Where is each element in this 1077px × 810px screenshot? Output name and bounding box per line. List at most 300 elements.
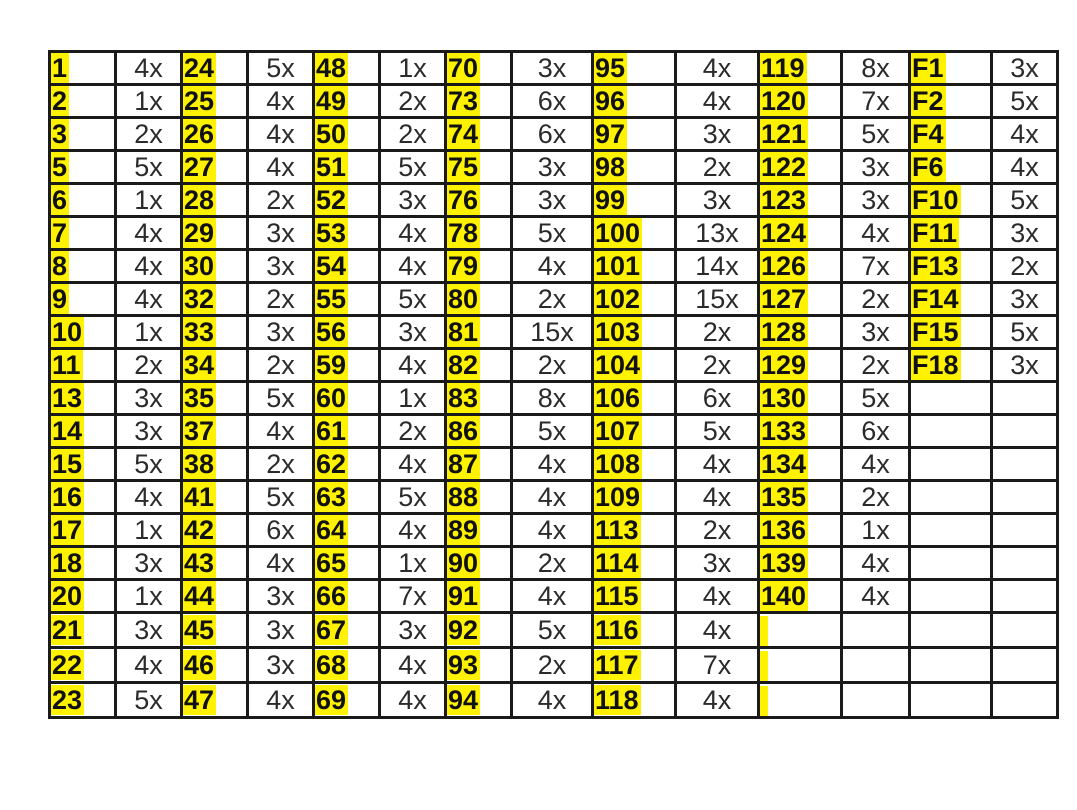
item-number-cell bbox=[446, 547, 512, 580]
item-number: 117 bbox=[595, 649, 639, 680]
table-row bbox=[50, 217, 1058, 250]
item-count: 5x bbox=[861, 119, 890, 149]
item-number-cell bbox=[593, 514, 676, 547]
item-count-cell bbox=[842, 580, 910, 613]
item-count: 3x bbox=[398, 185, 427, 215]
item-count-cell bbox=[380, 580, 446, 613]
item-count-cell bbox=[842, 283, 910, 316]
item-count-cell bbox=[676, 448, 759, 481]
item-count: 2x bbox=[537, 284, 567, 314]
item-count: 1x bbox=[398, 383, 427, 413]
item-number: 53 bbox=[316, 218, 347, 248]
item-count-cell bbox=[512, 184, 593, 217]
item-count-cell bbox=[116, 547, 182, 580]
item-number: 30 bbox=[184, 251, 215, 281]
item-count-cell bbox=[676, 682, 759, 717]
item-count-cell bbox=[380, 547, 446, 580]
item-count-cell bbox=[380, 151, 446, 184]
item-count: 2x bbox=[537, 548, 567, 578]
item-count-cell bbox=[380, 514, 446, 547]
item-count-cell bbox=[842, 481, 910, 514]
table-row bbox=[50, 382, 1058, 415]
item-number-cell bbox=[50, 118, 116, 151]
item-count-cell bbox=[248, 52, 314, 85]
item-count: 3x bbox=[1010, 53, 1039, 83]
item-count: 6x bbox=[861, 416, 890, 446]
item-number-cell bbox=[759, 547, 842, 580]
item-number: 38 bbox=[184, 449, 215, 479]
item-count-cell bbox=[380, 316, 446, 349]
item-count: 3x bbox=[266, 614, 295, 645]
item-number-cell bbox=[314, 184, 380, 217]
item-number: 107 bbox=[595, 416, 641, 446]
item-number: 42 bbox=[184, 515, 215, 545]
item-count: 7x bbox=[861, 251, 890, 281]
item-count-cell bbox=[992, 349, 1058, 382]
item-number: 10 bbox=[52, 317, 83, 347]
item-number-cell bbox=[759, 448, 842, 481]
item-number: 100 bbox=[595, 218, 641, 248]
item-number-cell bbox=[910, 481, 992, 514]
item-count: 6x bbox=[266, 515, 295, 545]
item-count-cell bbox=[676, 52, 759, 85]
item-number-cell bbox=[910, 184, 992, 217]
item-count-cell bbox=[842, 415, 910, 448]
item-count: 3x bbox=[266, 251, 295, 281]
item-number: 73 bbox=[448, 86, 479, 116]
item-number-cell bbox=[182, 184, 248, 217]
item-count-cell bbox=[992, 547, 1058, 580]
item-count: 4x bbox=[266, 416, 295, 446]
item-count-cell bbox=[676, 250, 759, 283]
item-count: 4x bbox=[134, 284, 163, 314]
item-count-cell bbox=[116, 217, 182, 250]
item-number: 25 bbox=[184, 86, 215, 116]
item-count-cell bbox=[116, 415, 182, 448]
item-count-cell bbox=[512, 682, 593, 717]
item-number: 113 bbox=[595, 515, 639, 545]
item-count: 4x bbox=[702, 614, 732, 645]
item-number-cell bbox=[593, 151, 676, 184]
item-count: 2x bbox=[861, 482, 890, 512]
item-count-cell bbox=[116, 316, 182, 349]
item-count-cell bbox=[512, 118, 593, 151]
inventory-table bbox=[48, 50, 1059, 719]
item-count: 4x bbox=[398, 449, 427, 479]
item-number: 13 bbox=[52, 383, 83, 413]
item-count-cell bbox=[992, 647, 1058, 682]
item-count-cell bbox=[992, 514, 1058, 547]
item-count: 3x bbox=[134, 548, 163, 578]
item-number: 89 bbox=[448, 515, 479, 545]
item-number: 50 bbox=[316, 119, 347, 149]
item-count-cell bbox=[512, 580, 593, 613]
item-number: 119 bbox=[761, 53, 805, 83]
item-number-cell bbox=[50, 250, 116, 283]
item-count-cell bbox=[676, 118, 759, 151]
item-number: F14 bbox=[912, 284, 959, 314]
item-number-cell bbox=[593, 547, 676, 580]
item-count: 2x bbox=[537, 649, 567, 680]
item-number-cell bbox=[910, 580, 992, 613]
item-number-cell bbox=[446, 682, 512, 717]
item-number: 120 bbox=[761, 86, 807, 116]
item-count: 5x bbox=[398, 482, 427, 512]
item-number: 43 bbox=[184, 548, 215, 578]
item-number: 115 bbox=[595, 581, 639, 611]
item-number-cell bbox=[759, 613, 842, 648]
table-row bbox=[50, 415, 1058, 448]
item-count-cell bbox=[842, 316, 910, 349]
item-count-cell bbox=[380, 382, 446, 415]
item-number: 135 bbox=[761, 482, 807, 512]
item-number: 82 bbox=[448, 350, 479, 380]
item-count: 1x bbox=[134, 317, 163, 347]
item-count-cell bbox=[676, 184, 759, 217]
item-count: 3x bbox=[134, 614, 163, 645]
item-count-cell bbox=[116, 481, 182, 514]
item-number-cell bbox=[910, 217, 992, 250]
item-count-cell bbox=[676, 283, 759, 316]
table-row bbox=[50, 184, 1058, 217]
item-count: 4x bbox=[266, 684, 295, 715]
item-count: 5x bbox=[134, 152, 163, 182]
item-count-cell bbox=[512, 613, 593, 648]
item-number-cell bbox=[446, 118, 512, 151]
item-count: 2x bbox=[702, 152, 732, 182]
item-number: 2 bbox=[52, 86, 68, 116]
table-row bbox=[50, 52, 1058, 85]
item-count-cell bbox=[842, 118, 910, 151]
item-count: 1x bbox=[134, 515, 163, 545]
item-count-cell bbox=[116, 52, 182, 85]
item-count-cell bbox=[380, 647, 446, 682]
item-count: 4x bbox=[266, 548, 295, 578]
item-number-cell bbox=[593, 184, 676, 217]
item-count: 4x bbox=[702, 53, 732, 83]
item-number: 83 bbox=[448, 383, 479, 413]
item-count-cell bbox=[116, 682, 182, 717]
item-count: 4x bbox=[537, 449, 567, 479]
item-count: 14x bbox=[695, 251, 739, 281]
item-count-cell bbox=[116, 613, 182, 648]
item-number-cell bbox=[759, 118, 842, 151]
item-number-cell bbox=[314, 547, 380, 580]
item-number-cell bbox=[446, 52, 512, 85]
item-count: 2x bbox=[266, 185, 295, 215]
item-number-cell bbox=[50, 217, 116, 250]
item-number: 78 bbox=[448, 218, 479, 248]
item-number-cell bbox=[314, 613, 380, 648]
item-count-cell bbox=[248, 682, 314, 717]
item-number: 103 bbox=[595, 317, 641, 347]
item-number-cell bbox=[314, 316, 380, 349]
item-count: 3x bbox=[537, 185, 567, 215]
item-number-cell bbox=[910, 448, 992, 481]
item-number-cell bbox=[50, 448, 116, 481]
item-count-cell bbox=[248, 151, 314, 184]
item-count-cell bbox=[380, 481, 446, 514]
item-count-cell bbox=[992, 283, 1058, 316]
item-number-cell bbox=[593, 52, 676, 85]
item-number: 20 bbox=[52, 581, 83, 611]
item-count: 3x bbox=[1010, 350, 1039, 380]
item-number-cell bbox=[50, 415, 116, 448]
item-count-cell bbox=[116, 382, 182, 415]
item-count: 4x bbox=[861, 218, 890, 248]
item-number-cell bbox=[182, 448, 248, 481]
item-count: 4x bbox=[398, 350, 427, 380]
item-number: 98 bbox=[595, 152, 626, 182]
item-count: 3x bbox=[861, 185, 890, 215]
item-count: 5x bbox=[266, 53, 295, 83]
item-count-cell bbox=[248, 250, 314, 283]
item-number-cell bbox=[50, 52, 116, 85]
item-count-cell bbox=[512, 647, 593, 682]
item-count-cell bbox=[248, 118, 314, 151]
item-count: 4x bbox=[134, 218, 163, 248]
item-number-cell bbox=[593, 382, 676, 415]
item-count-cell bbox=[512, 151, 593, 184]
item-count: 4x bbox=[702, 581, 732, 611]
item-number: 101 bbox=[595, 251, 641, 281]
item-count: 4x bbox=[537, 251, 567, 281]
item-number-cell bbox=[593, 85, 676, 118]
item-count: 3x bbox=[702, 185, 732, 215]
item-number-cell bbox=[446, 316, 512, 349]
item-count-cell bbox=[676, 85, 759, 118]
item-number-cell bbox=[759, 151, 842, 184]
item-count: 1x bbox=[398, 53, 427, 83]
item-number: 48 bbox=[316, 53, 347, 83]
item-number-cell bbox=[314, 448, 380, 481]
item-count: 3x bbox=[266, 317, 295, 347]
item-count-cell bbox=[380, 415, 446, 448]
item-number-cell bbox=[446, 580, 512, 613]
item-number-cell bbox=[910, 85, 992, 118]
item-count: 4x bbox=[861, 548, 890, 578]
item-count-cell bbox=[116, 647, 182, 682]
item-count-cell bbox=[512, 283, 593, 316]
item-number: F10 bbox=[912, 185, 959, 215]
item-count: 5x bbox=[861, 383, 890, 413]
item-number-cell bbox=[182, 118, 248, 151]
item-number-cell bbox=[182, 283, 248, 316]
item-count: 3x bbox=[861, 317, 890, 347]
item-count-cell bbox=[992, 52, 1058, 85]
item-count-cell bbox=[676, 613, 759, 648]
item-number-cell bbox=[182, 316, 248, 349]
item-number: 56 bbox=[316, 317, 347, 347]
item-count: 2x bbox=[861, 284, 890, 314]
item-count: 6x bbox=[702, 383, 732, 413]
item-count: 4x bbox=[861, 449, 890, 479]
item-number-cell bbox=[593, 580, 676, 613]
item-number: 21 bbox=[52, 614, 83, 645]
item-count-cell bbox=[248, 448, 314, 481]
item-number: 104 bbox=[595, 350, 641, 380]
item-number-cell bbox=[910, 349, 992, 382]
item-count-cell bbox=[676, 481, 759, 514]
item-number: 62 bbox=[316, 449, 347, 479]
item-number: 136 bbox=[761, 515, 807, 545]
item-count: 5x bbox=[1010, 185, 1039, 215]
item-number: 66 bbox=[316, 581, 347, 611]
item-count: 6x bbox=[537, 86, 567, 116]
item-number: 96 bbox=[595, 86, 626, 116]
item-number-cell bbox=[910, 514, 992, 547]
table-row bbox=[50, 316, 1058, 349]
item-number-cell bbox=[759, 682, 842, 717]
item-count-cell bbox=[842, 217, 910, 250]
item-count-cell bbox=[380, 217, 446, 250]
item-number-cell bbox=[910, 613, 992, 648]
item-number-cell bbox=[50, 514, 116, 547]
item-number: 79 bbox=[448, 251, 479, 281]
item-number: 126 bbox=[761, 251, 807, 281]
table-body bbox=[50, 52, 1058, 718]
item-number-cell bbox=[182, 349, 248, 382]
item-count-cell bbox=[842, 448, 910, 481]
item-number-cell bbox=[314, 349, 380, 382]
item-count: 6x bbox=[537, 119, 567, 149]
item-number: 41 bbox=[184, 482, 215, 512]
item-number: 6 bbox=[52, 185, 68, 215]
item-number: 15 bbox=[52, 449, 83, 479]
item-number: 23 bbox=[52, 684, 83, 715]
item-count-cell bbox=[512, 547, 593, 580]
item-number: 140 bbox=[761, 581, 807, 611]
item-number-cell bbox=[182, 250, 248, 283]
item-number-cell bbox=[314, 151, 380, 184]
item-count: 4x bbox=[537, 684, 567, 715]
item-count-cell bbox=[248, 580, 314, 613]
item-count: 3x bbox=[266, 218, 295, 248]
item-count: 3x bbox=[134, 416, 163, 446]
item-count-cell bbox=[380, 52, 446, 85]
item-number: 81 bbox=[448, 317, 479, 347]
item-number-cell bbox=[314, 682, 380, 717]
item-number: 106 bbox=[595, 383, 641, 413]
item-count-cell bbox=[248, 481, 314, 514]
item-count: 15x bbox=[695, 284, 739, 314]
item-number: 14 bbox=[52, 416, 83, 446]
highlight-marker bbox=[760, 686, 768, 716]
item-number-cell bbox=[759, 349, 842, 382]
item-number: 32 bbox=[184, 284, 215, 314]
item-number: 47 bbox=[184, 684, 215, 715]
table-row bbox=[50, 118, 1058, 151]
item-count: 2x bbox=[702, 317, 732, 347]
item-count-cell bbox=[248, 514, 314, 547]
item-number: 51 bbox=[316, 152, 347, 182]
item-count: 1x bbox=[134, 581, 163, 611]
item-count-cell bbox=[248, 382, 314, 415]
item-count-cell bbox=[116, 85, 182, 118]
item-number-cell bbox=[593, 349, 676, 382]
item-number: 68 bbox=[316, 649, 347, 680]
item-count: 2x bbox=[398, 119, 427, 149]
item-number: 75 bbox=[448, 152, 479, 182]
item-number-cell bbox=[446, 514, 512, 547]
item-number: F6 bbox=[912, 152, 944, 182]
item-number-cell bbox=[759, 283, 842, 316]
item-count-cell bbox=[676, 647, 759, 682]
item-count-cell bbox=[676, 151, 759, 184]
item-count: 4x bbox=[398, 515, 427, 545]
item-count-cell bbox=[380, 682, 446, 717]
item-number-cell bbox=[182, 382, 248, 415]
item-count: 8x bbox=[537, 383, 567, 413]
item-count: 5x bbox=[1010, 86, 1039, 116]
item-number-cell bbox=[593, 283, 676, 316]
item-number-cell bbox=[314, 415, 380, 448]
item-number: 64 bbox=[316, 515, 347, 545]
item-count-cell bbox=[512, 481, 593, 514]
item-number: 52 bbox=[316, 185, 347, 215]
item-count: 5x bbox=[537, 416, 567, 446]
item-count-cell bbox=[380, 85, 446, 118]
item-number: 93 bbox=[448, 649, 479, 680]
item-number-cell bbox=[314, 85, 380, 118]
item-count: 4x bbox=[134, 649, 163, 680]
item-count-cell bbox=[380, 283, 446, 316]
item-count: 15x bbox=[530, 317, 574, 347]
item-count: 7x bbox=[398, 581, 427, 611]
table-row bbox=[50, 647, 1058, 682]
item-count: 2x bbox=[702, 515, 732, 545]
item-number: 44 bbox=[184, 581, 215, 611]
item-number-cell bbox=[446, 85, 512, 118]
item-number-cell bbox=[446, 448, 512, 481]
item-number: 133 bbox=[761, 416, 807, 446]
table-row bbox=[50, 448, 1058, 481]
item-count-cell bbox=[992, 85, 1058, 118]
item-number-cell bbox=[593, 415, 676, 448]
item-count-cell bbox=[248, 547, 314, 580]
item-count-cell bbox=[248, 415, 314, 448]
table-row bbox=[50, 613, 1058, 648]
item-number-cell bbox=[593, 448, 676, 481]
item-count-cell bbox=[992, 382, 1058, 415]
item-count: 3x bbox=[1010, 284, 1039, 314]
item-number-cell bbox=[50, 349, 116, 382]
item-number: 139 bbox=[761, 548, 807, 578]
item-count-cell bbox=[676, 217, 759, 250]
item-count-cell bbox=[380, 118, 446, 151]
item-number-cell bbox=[182, 151, 248, 184]
item-number: 18 bbox=[52, 548, 83, 578]
item-count-cell bbox=[842, 151, 910, 184]
item-count: 2x bbox=[266, 284, 295, 314]
item-number: 29 bbox=[184, 218, 215, 248]
item-number-cell bbox=[910, 52, 992, 85]
item-count: 5x bbox=[266, 383, 295, 413]
item-number: 63 bbox=[316, 482, 347, 512]
item-number-cell bbox=[593, 481, 676, 514]
item-number-cell bbox=[759, 382, 842, 415]
item-number: 3 bbox=[52, 119, 68, 149]
item-number-cell bbox=[759, 184, 842, 217]
item-count-cell bbox=[116, 580, 182, 613]
item-number: 49 bbox=[316, 86, 347, 116]
item-count: 1x bbox=[398, 548, 427, 578]
item-number: 92 bbox=[448, 614, 479, 645]
item-number-cell bbox=[314, 647, 380, 682]
item-number-cell bbox=[759, 580, 842, 613]
item-count-cell bbox=[842, 85, 910, 118]
item-count: 7x bbox=[861, 86, 890, 116]
